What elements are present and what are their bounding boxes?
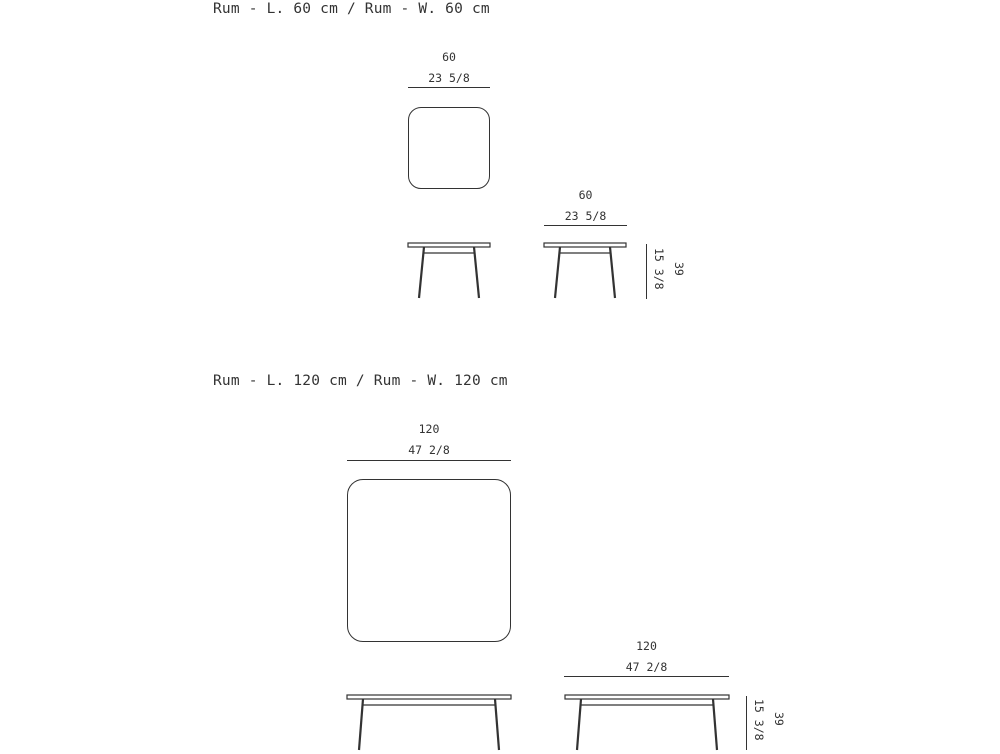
table-top-outline-60 (408, 107, 490, 189)
side-width-cm-60: 60 (578, 188, 593, 202)
top-dimension-line-120 (347, 460, 511, 461)
height-in-60: 15 3/8 (652, 248, 666, 290)
side-dimension-line-60 (544, 225, 627, 226)
side-elevation-120 (557, 690, 739, 754)
side-dimension-line-120 (564, 676, 729, 677)
top-width-cm-60: 60 (442, 50, 456, 64)
height-in-120: 15 3/8 (752, 699, 766, 741)
height-dimension-line-120 (746, 696, 747, 750)
section-title-60: Rum - L. 60 cm / Rum - W. 60 cm (213, 1, 490, 17)
side-width-in-60: 23 5/8 (564, 209, 607, 223)
top-width-in-120: 47 2/8 (408, 443, 450, 457)
top-width-in-60: 23 5/8 (428, 71, 470, 85)
front-elevation-60 (400, 238, 500, 302)
height-cm-120: 39 (772, 712, 786, 726)
side-width-cm-120: 120 (636, 639, 657, 653)
side-width-in-120: 47 2/8 (625, 660, 668, 674)
top-width-cm-120: 120 (418, 422, 440, 436)
top-dimension-line-60 (408, 87, 490, 88)
front-elevation-120 (339, 690, 521, 754)
table-top-outline-120 (347, 479, 511, 642)
height-dimension-line-60 (646, 244, 647, 299)
side-elevation-60 (536, 238, 636, 302)
section-title-120: Rum - L. 120 cm / Rum - W. 120 cm (213, 373, 508, 389)
height-cm-60: 39 (672, 262, 686, 276)
